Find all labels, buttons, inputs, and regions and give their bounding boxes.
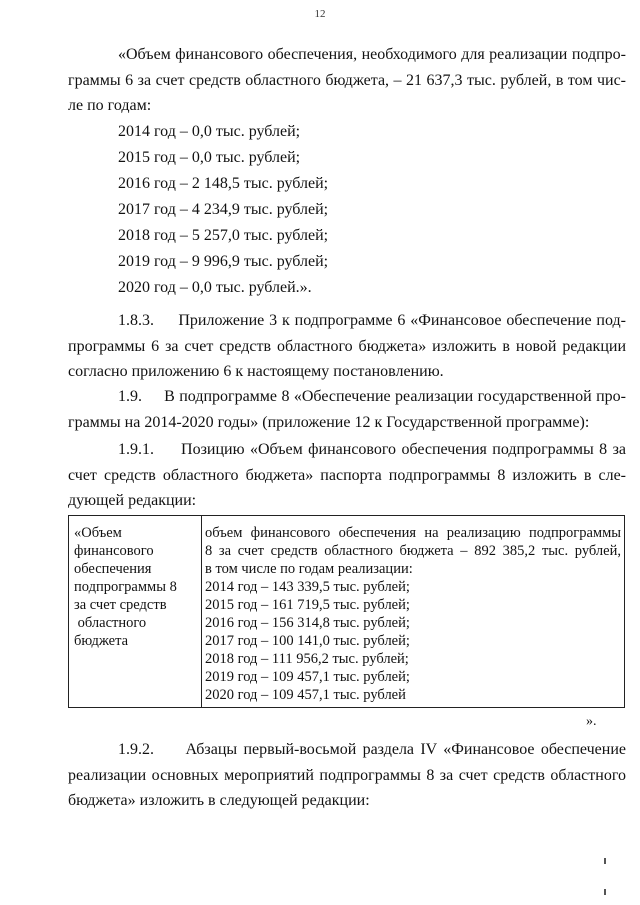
- year-line-2015: 2015 год – 0,0 тыс. рублей;: [118, 149, 301, 166]
- item-1-9-2-line-1: 1.9.2. Абзацы первый-восьмой раздела IV «Финансовое обеспечение: [118, 741, 626, 758]
- table-closing-quote: ».: [586, 714, 597, 729]
- item-1-8-3-line-3: согласно приложению 6 к настоящему постановлению.: [68, 363, 444, 380]
- item-1-9-1-line-2: счет средств областного бюджета» паспорта подпрограммы 8 изложить в сле-: [68, 467, 626, 484]
- quote-line-1: «Объем финансового обеспечения, необходимого для реализации подпро-: [118, 46, 626, 63]
- quote-line-2: граммы 6 за счет средств областного бюджета, – 21 637,3 тыс. рублей, в том чис-: [68, 72, 626, 89]
- year-line-2014: 2014 год – 0,0 тыс. рублей;: [118, 123, 301, 140]
- value-line: объем финансового обеспечения на реализацию подпрограммы: [205, 525, 621, 541]
- label-line: подпрограммы 8: [74, 579, 177, 595]
- item-1-9-1-line-1: 1.9.1. Позицию «Объем финансового обеспечения подпрограммы 8 за: [118, 441, 626, 458]
- value-line: 2014 год – 143 339,5 тыс. рублей;: [205, 579, 410, 595]
- label-line: областного: [74, 615, 147, 631]
- value-line: 2015 год – 161 719,5 тыс. рублей;: [205, 597, 410, 613]
- label-line: «Объем: [74, 525, 122, 541]
- value-line: в том числе по годам реализации:: [205, 561, 413, 577]
- year-line-2017: 2017 год – 4 234,9 тыс. рублей;: [118, 201, 329, 218]
- item-1-9-line-2: граммы на 2014-2020 годы» (приложение 12 к Государственной программе):: [68, 414, 590, 431]
- item-1-9-2-line-2: реализации основных мероприятий подпрограммы 8 за счет средств областного: [68, 767, 626, 784]
- label-line: бюджета: [74, 633, 129, 649]
- item-1-8-3-line-1: 1.8.3. Приложение 3 к подпрограмме 6 «Финансовое обеспечение под-: [118, 312, 626, 329]
- value-line: 2019 год – 109 457,1 тыс. рублей;: [205, 669, 410, 685]
- item-1-9-line-1: 1.9. В подпрограмме 8 «Обеспечение реализации государственной про-: [118, 388, 626, 405]
- year-line-2016: 2016 год – 2 148,5 тыс. рублей;: [118, 175, 329, 192]
- value-line: 2020 год – 109 457,1 тыс. рублей: [205, 687, 406, 703]
- quote-line-3: ле по годам:: [68, 97, 152, 114]
- year-line-2020: 2020 год – 0,0 тыс. рублей.».: [118, 279, 312, 296]
- table-value-cell: [205, 524, 621, 704]
- label-line: финансового: [74, 543, 154, 559]
- table-label-cell: [74, 524, 198, 650]
- financing-table: [68, 515, 625, 708]
- year-line-2019: 2019 год – 9 996,9 тыс. рублей;: [118, 253, 329, 270]
- item-1-9-1-line-3: дующей редакции:: [68, 492, 197, 509]
- table-column-divider: [201, 516, 202, 707]
- value-line: 2018 год – 111 956,2 тыс. рублей;: [205, 651, 409, 667]
- year-line-2018: 2018 год – 5 257,0 тыс. рублей;: [118, 227, 329, 244]
- value-line: 2017 год – 100 141,0 тыс. рублей;: [205, 633, 410, 649]
- value-line: 8 за счет средств областного бюджета – 892 385,2 тыс. рублей,: [205, 543, 621, 559]
- item-1-8-3-line-2: программы 6 за счет средств областного бюджета» изложить в новой редакции: [68, 338, 626, 355]
- label-line: обеспечения: [74, 561, 152, 577]
- scan-mark: [604, 858, 606, 864]
- label-line: за счет средств: [74, 597, 167, 613]
- page-number: 12: [314, 8, 326, 20]
- scan-mark: [604, 889, 606, 895]
- value-line: 2016 год – 156 314,8 тыс. рублей;: [205, 615, 410, 631]
- item-1-9-2-line-3: бюджета» изложить в следующей редакции:: [68, 792, 370, 809]
